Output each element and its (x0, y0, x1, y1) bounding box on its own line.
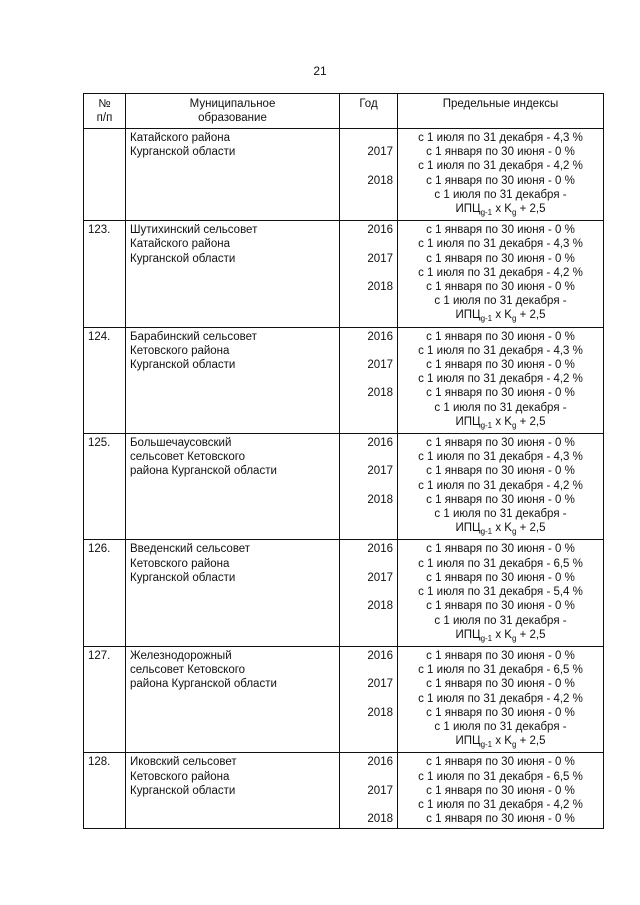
index-formula (402, 202, 599, 218)
municipality-line: района Курганской области (130, 678, 277, 691)
index-line: с 1 июля по 31 декабря - 5,4 % (418, 586, 583, 599)
indices-table (83, 93, 604, 829)
formula-base-subscript: g-1 (480, 633, 493, 643)
table-row (84, 540, 604, 646)
formula-base-subscript: g-1 (480, 208, 493, 218)
index-line: с 1 января по 30 июня - 0 % (426, 543, 575, 556)
index-line: с 1 июля по 31 декабря - 4,3 % (418, 344, 583, 357)
formula-multiplier: x K (492, 522, 512, 535)
formula-base: ИПЦ (455, 522, 481, 535)
index-line: с 1 января по 30 июня - 0 % (426, 706, 575, 719)
index-line: с 1 января по 30 июня - 0 % (426, 493, 575, 506)
table-row (84, 327, 604, 433)
municipality-line: Курганской области (130, 252, 236, 265)
index-line: с 1 января по 30 июня - 0 % (426, 813, 575, 826)
row-number: 126. (84, 540, 126, 646)
formula-addend: + 2,5 (516, 309, 546, 322)
formula-base-subscript: g-1 (480, 420, 493, 430)
year-cell (340, 646, 398, 752)
formula-multiplier: x K (492, 309, 512, 322)
row-number: 125. (84, 434, 126, 540)
row-number: 127. (84, 646, 126, 752)
year-cell (340, 221, 398, 327)
index-line: с 1 января по 30 июня - 0 % (426, 252, 575, 265)
year-line: 2017 (367, 146, 393, 159)
year-line (344, 237, 393, 251)
year-line (344, 294, 393, 308)
year-line (344, 770, 393, 784)
formula-multiplier: x K (492, 735, 512, 748)
year-line (344, 401, 393, 415)
year-line (344, 614, 393, 628)
index-line: с 1 июля по 31 декабря - (434, 401, 567, 414)
formula-base: ИПЦ (455, 203, 481, 216)
index-line: с 1 июля по 31 декабря - 4,2 % (418, 373, 583, 386)
municipality-line: Катайского района (130, 132, 230, 144)
index-line: с 1 июля по 31 декабря - 4,3 % (418, 238, 583, 251)
header-year: Год (340, 94, 398, 129)
year-line: 2016 (367, 437, 393, 450)
indices-cell (398, 129, 604, 221)
index-line: с 1 января по 30 июня - 0 % (426, 571, 575, 584)
index-line: с 1 июля по 31 декабря - (434, 508, 567, 521)
formula-addend: + 2,5 (516, 203, 546, 216)
header-municipality (126, 94, 340, 129)
row-number: 128. (84, 753, 126, 829)
formula-addend: + 2,5 (516, 415, 546, 428)
year-line (344, 479, 393, 493)
municipality-cell (126, 434, 340, 540)
year-cell (340, 434, 398, 540)
index-line: с 1 июля по 31 декабря - 6,5 % (418, 664, 583, 677)
table-row (84, 434, 604, 540)
formula-k-subscript: g (511, 633, 517, 643)
index-line: с 1 июля по 31 декабря - (434, 188, 567, 201)
index-line: с 1 июля по 31 декабря - (434, 614, 567, 627)
indices-cell (398, 327, 604, 433)
row-number: 124. (84, 327, 126, 433)
year-cell (340, 129, 398, 221)
formula-base: ИПЦ (455, 415, 481, 428)
index-line: с 1 июля по 31 декабря - 6,5 % (418, 770, 583, 783)
index-formula (402, 628, 599, 644)
table-body (84, 129, 604, 829)
index-line: с 1 января по 30 июня - 0 % (426, 465, 575, 478)
row-number: 123. (84, 221, 126, 327)
index-line: с 1 января по 30 июня - 0 % (426, 330, 575, 343)
municipality-line: Курганской области (130, 359, 236, 372)
year-line (344, 450, 393, 464)
year-line: 2018 (367, 387, 393, 400)
formula-addend: + 2,5 (516, 522, 546, 535)
municipality-line: Иковский сельсовет (130, 756, 237, 769)
index-formula (402, 415, 599, 431)
year-line (344, 372, 393, 386)
index-line: с 1 июля по 31 декабря - 4,2 % (418, 798, 583, 811)
index-line: с 1 января по 30 июня - 0 % (426, 174, 575, 187)
index-line: с 1 января по 30 июня - 0 % (426, 281, 575, 294)
municipality-cell (126, 221, 340, 327)
year-line: 2016 (367, 543, 393, 556)
indices-cell (398, 221, 604, 327)
formula-base: ИПЦ (455, 735, 481, 748)
index-line: с 1 января по 30 июня - 0 % (426, 678, 575, 691)
year-line: 2016 (367, 330, 393, 343)
municipality-line: Шутихинский сельсовет (130, 224, 258, 237)
indices-cell (398, 434, 604, 540)
municipality-line: Кетовского района (130, 557, 230, 570)
formula-base: ИПЦ (455, 628, 481, 641)
municipality-line: района Курганской области (130, 465, 277, 478)
year-line: 2018 (367, 174, 393, 187)
index-line: с 1 января по 30 июня - 0 % (426, 437, 575, 450)
table-row (84, 221, 604, 327)
municipality-line: сельсовет Кетовского (130, 664, 246, 677)
municipality-cell (126, 646, 340, 752)
municipality-line: Катайского района (130, 238, 230, 251)
year-line (344, 188, 393, 202)
index-line: с 1 июля по 31 декабря - 4,2 % (418, 692, 583, 705)
formula-multiplier: x K (492, 628, 512, 641)
year-line: 2017 (367, 571, 393, 584)
formula-k-subscript: g (511, 420, 517, 430)
header-municipality-line: Муниципальное (189, 98, 276, 110)
header-indices: Предельные индексы (398, 94, 604, 129)
table-row (84, 129, 604, 221)
formula-base-subscript: g-1 (480, 314, 493, 324)
indices-cell (398, 646, 604, 752)
year-cell (340, 540, 398, 646)
index-line: с 1 января по 30 июня - 0 % (426, 359, 575, 372)
municipality-line: Кетовского района (130, 770, 230, 783)
year-line: 2018 (367, 706, 393, 719)
row-number (84, 129, 126, 221)
year-line: 2018 (367, 813, 393, 826)
index-line: с 1 июля по 31 декабря - 6,5 % (418, 557, 583, 570)
year-line: 2016 (367, 649, 393, 662)
index-formula (402, 521, 599, 537)
index-line: с 1 июля по 31 декабря - (434, 295, 567, 308)
year-line: 2016 (367, 224, 393, 237)
index-line: с 1 июля по 31 декабря - 4,2 % (418, 160, 583, 173)
index-formula (402, 308, 599, 324)
municipality-line: Курганской области (130, 571, 236, 584)
table-row (84, 646, 604, 752)
formula-base-subscript: g-1 (480, 527, 493, 537)
year-line: 2017 (367, 465, 393, 478)
municipality-line: сельсовет Кетовского (130, 451, 246, 464)
year-line (344, 663, 393, 677)
formula-base-subscript: g-1 (480, 740, 493, 750)
year-line: 2017 (367, 359, 393, 372)
municipality-line: Курганской области (130, 784, 236, 797)
year-line: 2016 (367, 756, 393, 769)
formula-k-subscript: g (511, 208, 517, 218)
indices-cell (398, 753, 604, 829)
municipality-line: Введенский сельсовет (130, 543, 251, 556)
index-line: с 1 января по 30 июня - 0 % (426, 756, 575, 769)
year-line: 2017 (367, 252, 393, 265)
page-number: 21 (313, 64, 327, 78)
year-line: 2018 (367, 600, 393, 613)
municipality-line: Барабинский сельсовет (130, 330, 257, 343)
municipality-line: Кетовского района (130, 344, 230, 357)
year-line (344, 585, 393, 599)
index-line: с 1 января по 30 июня - 0 % (426, 649, 575, 662)
year-line: 2017 (367, 678, 393, 691)
index-line: с 1 июля по 31 декабря - 4,3 % (418, 451, 583, 464)
year-line (344, 344, 393, 358)
formula-base: ИПЦ (455, 309, 481, 322)
header-num-line: п/п (96, 112, 113, 124)
municipality-cell (126, 327, 340, 433)
formula-k-subscript: g (511, 314, 517, 324)
formula-k-subscript: g (511, 740, 517, 750)
index-line: с 1 января по 30 июня - 0 % (426, 146, 575, 159)
header-num (84, 94, 126, 129)
formula-multiplier: x K (492, 415, 512, 428)
indices-cell (398, 540, 604, 646)
table-header-row (84, 94, 604, 129)
year-line (344, 131, 393, 145)
table-row (84, 753, 604, 829)
year-line: 2017 (367, 784, 393, 797)
index-line: с 1 января по 30 июня - 0 % (426, 784, 575, 797)
year-line (344, 557, 393, 571)
year-line: 2018 (367, 493, 393, 506)
formula-addend: + 2,5 (516, 735, 546, 748)
year-line (344, 720, 393, 734)
header-num-line: № (98, 98, 111, 110)
municipality-cell (126, 753, 340, 829)
index-line: с 1 июля по 31 декабря - 4,2 % (418, 479, 583, 492)
index-formula (402, 734, 599, 750)
header-municipality-line: образование (198, 112, 267, 124)
index-line: с 1 июля по 31 декабря - (434, 720, 567, 733)
municipality-cell (126, 540, 340, 646)
formula-addend: + 2,5 (516, 628, 546, 641)
formula-k-subscript: g (511, 527, 517, 537)
year-line (344, 159, 393, 173)
municipality-line: Большечаусовский (130, 437, 232, 450)
year-line (344, 507, 393, 521)
index-line: с 1 июля по 31 декабря - 4,2 % (418, 266, 583, 279)
municipality-cell (126, 129, 340, 221)
year-cell (340, 753, 398, 829)
index-line: с 1 января по 30 июня - 0 % (426, 387, 575, 400)
index-line: с 1 января по 30 июня - 0 % (426, 600, 575, 613)
municipality-line: Курганской области (130, 146, 236, 159)
year-line: 2018 (367, 281, 393, 294)
index-line: с 1 июля по 31 декабря - 4,3 % (418, 132, 583, 144)
year-cell (340, 327, 398, 433)
year-line (344, 692, 393, 706)
index-line: с 1 января по 30 июня - 0 % (426, 224, 575, 237)
municipality-line: Железнодорожный (130, 649, 232, 662)
year-line (344, 798, 393, 812)
year-line (344, 266, 393, 280)
formula-multiplier: x K (492, 203, 512, 216)
